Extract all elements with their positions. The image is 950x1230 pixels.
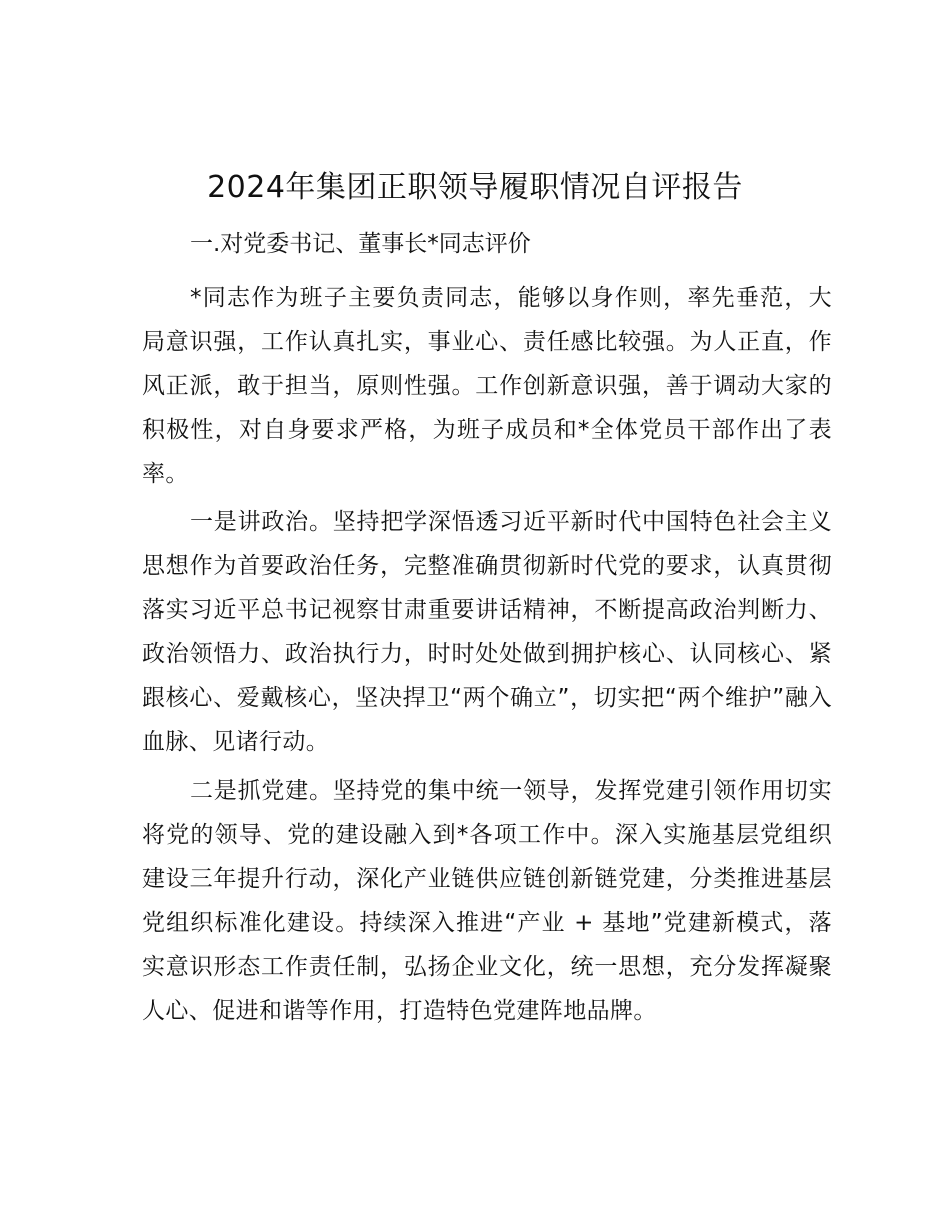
paragraph-evaluation: *同志作为班子主要负责同志，能够以身作则，率先垂范，大局意识强，工作认真扎实，事业心、责任感比较强。为人正直，作风正派，敢于担当，原则性强。工作创新意识强，善于调动大家的积极性，对自身要求严格，为班子成员和*全体党员干部作出了表率。: [142, 285, 832, 487]
paragraph-politics: 一是讲政治。坚持把学深悟透习近平新时代中国特色社会主义思想作为首要政治任务，完整准确贯彻新时代党的要求，认真贯彻落实习近平总书记视察甘肃重要讲话精神，不断提高政治判断力、政治领悟力、政治执行力，时时处处做到拥护核心、认同核心、紧跟核心、爱戴核心，坚决捍卫“两个确立”，切实把“两个维护”融入血脉、见诸行动。: [142, 509, 832, 755]
section-heading: 一.对党委书记、董事长*同志评价: [190, 231, 531, 257]
document-title: 2024年集团正职领导履职情况自评报告: [207, 170, 743, 205]
paragraph-party-building: 二是抓党建。坚持党的集中统一领导，发挥党建引领作用切实将党的领导、党的建设融入到*各项工作中。深入实施基层党组织建设三年提升行动，深化产业链供应链创新链党建，分类推进基层党组织标准化建设。持续深入推进“产业 + 基地”党建新模式，落实意识形态工作责任制，弘扬企业文化，统一思想，充分发挥凝聚人心、促进和谐等作用，打造特色党建阵地品牌。: [142, 778, 832, 1024]
